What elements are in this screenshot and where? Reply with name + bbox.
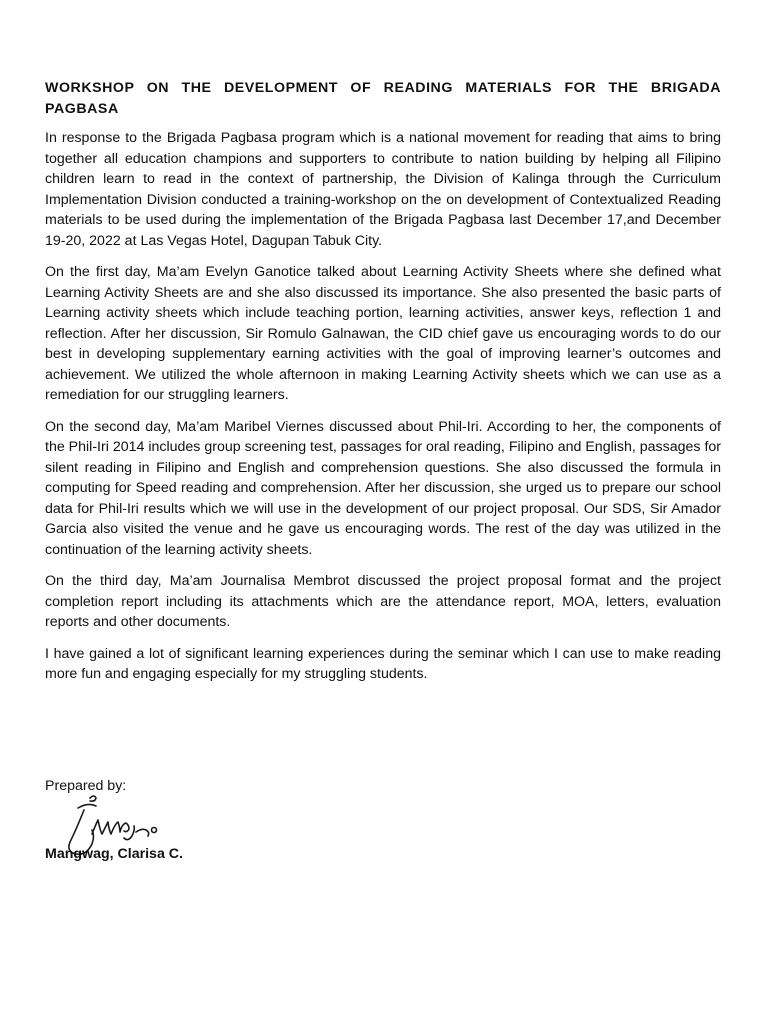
paragraph-conclusion: I have gained a lot of significant learning experiences during the seminar which I can use to make reading more fun and engaging especially for my struggling students.	[45, 645, 721, 682]
paragraph-intro: In response to the Brigada Pagbasa program which is a national movement for reading that aims to bring together all education champions and supporters to contribute to nation building by helping all Filipino children learn to read in the context of partnership, the Division of Kalinga through the Curriculum Implementation Division conducted a training-workshop on the on development of Contextualized Reading materials to be used during the implementation of the Brigada Pagbasa last December 17,and December 19-20, 2022 at Las Vegas Hotel, Dagupan Tabuk City.	[45, 130, 721, 249]
prepared-by-label: Prepared by:	[45, 778, 127, 794]
handwritten-signature	[40, 790, 200, 890]
document-title: WORKSHOP ON THE DEVELOPMENT OF READING MATERIALS FOR THE BRIGADA PAGBASA	[45, 80, 721, 117]
document-body	[45, 78, 721, 696]
paragraph-second-day: On the second day, Ma’am Maribel Viernes discussed about Phil-Iri. According to her, the components of the Phil-Iri 2014 includes group screening test, passages for oral reading, Filipino and English, passages for silent reading in Filipino and English and comprehension questions. She also discussed the formula in computing for Speed reading and comprehension. After her discussion, she urged us to prepare our school data for Phil-Iri results which we will use in the development of our project proposal. Our SDS, Sir Amador Garcia also visited the venue and he gave us encouraging words. The rest of the day was utilized in the continuation of the learning activity sheets.	[45, 418, 721, 558]
signer-name: Mangwag, Clarisa C.	[45, 846, 183, 862]
paragraph-first-day: On the first day, Ma’am Evelyn Ganotice talked about Learning Activity Sheets where she defined what Learning Activity Sheets are and she also discussed its importance. She also presented the basic parts of Learning activity sheets which include teaching portion, learning activities, answer keys, reflection 1 and reflection. After her discussion, Sir Romulo Galnawan, the CID chief gave us encouraging words to do our best in developing supplementary earning activities with the goal of improving learner’s outcomes and achievement. We utilized the whole afternoon in making Learning Activity sheets which we can use as a remediation for our struggling learners.	[45, 264, 721, 403]
paragraph-third-day: On the third day, Ma’am Journalisa Membrot discussed the project proposal format and the project completion report including its attachments which are the attendance report, MOA, letters, evaluation reports and other documents.	[45, 573, 721, 630]
